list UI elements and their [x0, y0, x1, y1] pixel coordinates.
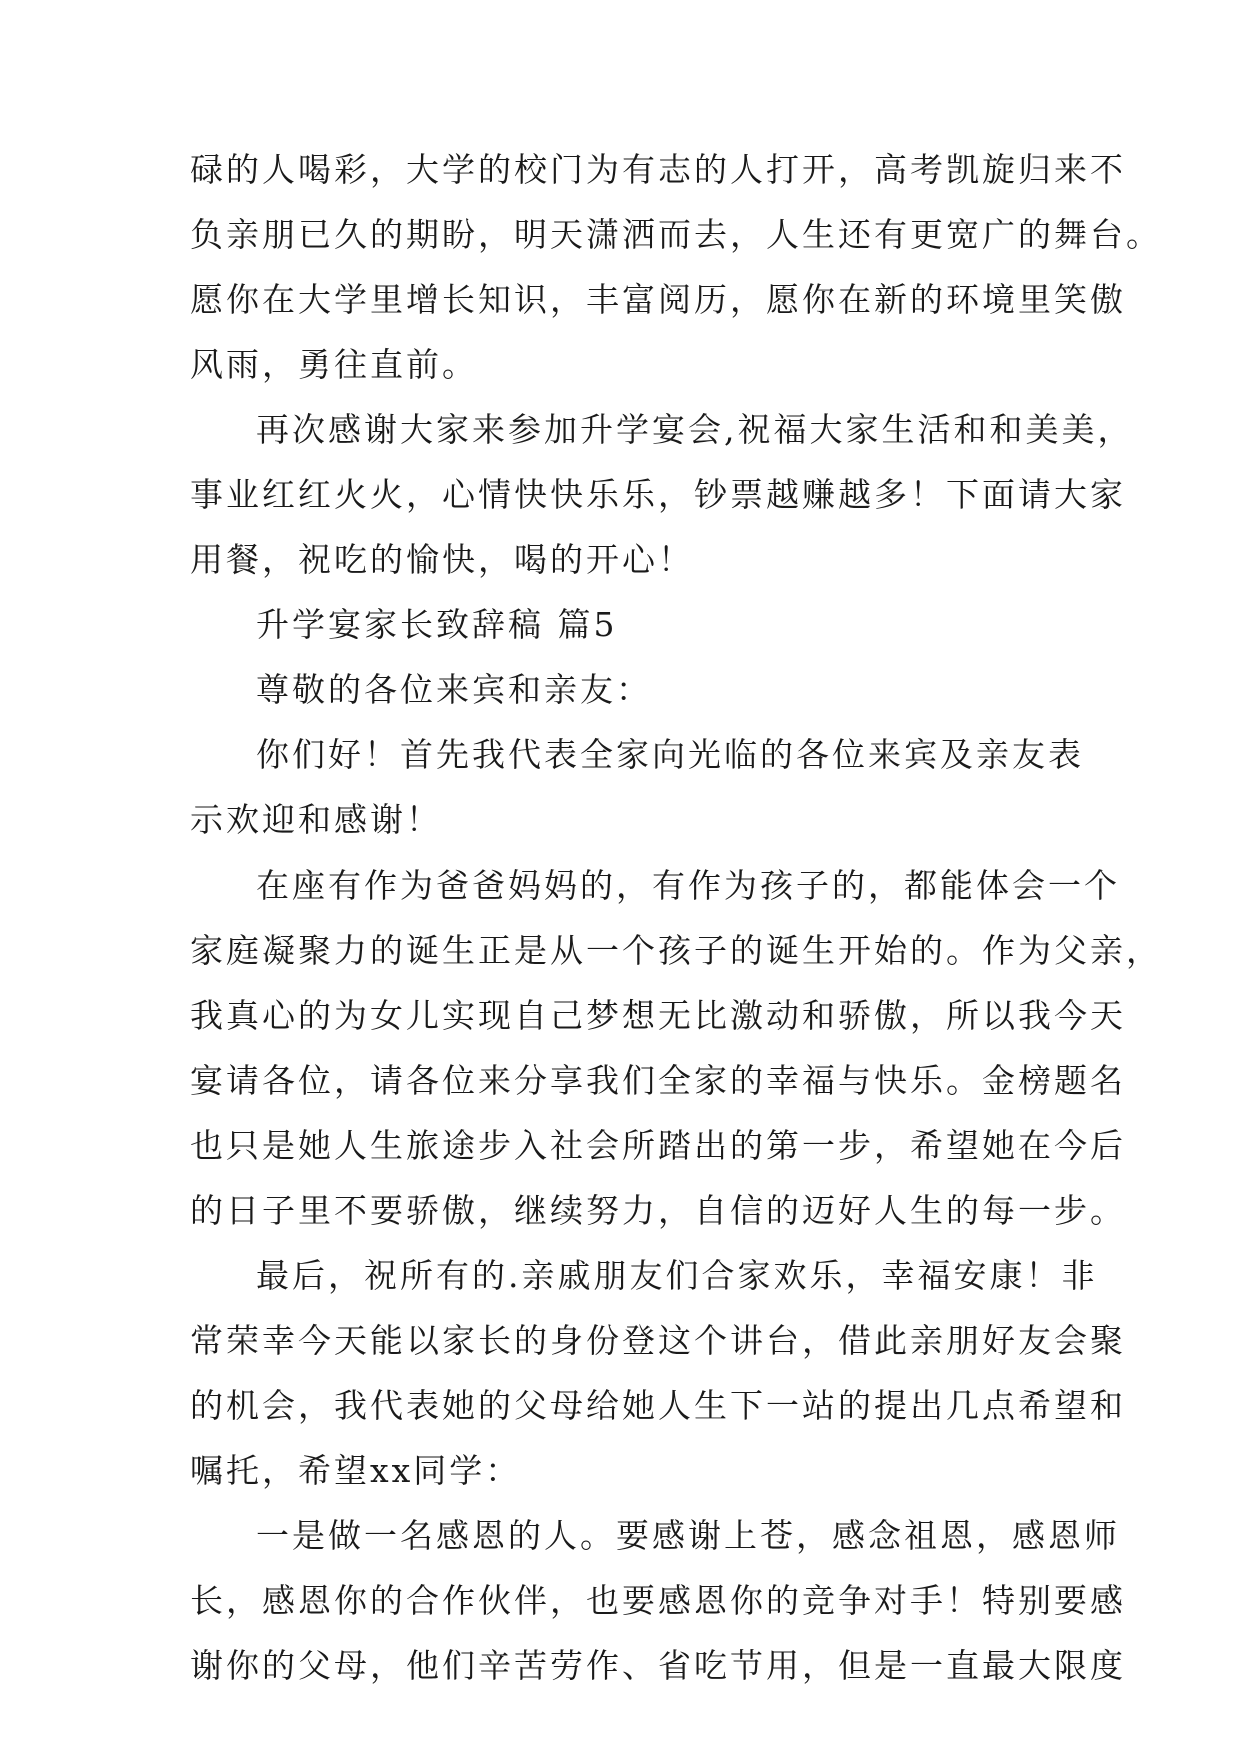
section-heading: 升学宴家长致辞稿 篇5 — [256, 605, 618, 644]
text-line: 再次感谢大家来参加升学宴会,祝福大家生活和和美美， — [256, 410, 1134, 449]
text-line: 一是做一名感恩的人。要感谢上苍，感念祖恩，感恩师 — [256, 1516, 1120, 1555]
text-line: 愿你在大学里增长知识，丰富阅历，愿你在新的环境里笑傲 — [190, 280, 1126, 319]
text-line: 长，感恩你的合作伙伴，也要感恩你的竞争对手！特别要感 — [190, 1581, 1126, 1620]
text-line: 用餐，祝吃的愉快，喝的开心！ — [190, 540, 694, 579]
text-line: 我真心的为女儿实现自己梦想无比激动和骄傲，所以我今天 — [190, 996, 1126, 1035]
text-line: 的机会，我代表她的父母给她人生下一站的提出几点希望和 — [190, 1386, 1126, 1425]
salutation: 尊敬的各位来宾和亲友： — [256, 670, 652, 709]
text-line: 你们好！首先我代表全家向光临的各位来宾及亲友表 — [256, 735, 1084, 774]
text-line: 事业红红火火，心情快快乐乐，钞票越赚越多！下面请大家 — [190, 475, 1126, 514]
text-line: 风雨，勇往直前。 — [190, 345, 478, 384]
text-line: 家庭凝聚力的诞生正是从一个孩子的诞生开始的。作为父亲， — [190, 931, 1162, 970]
text-line: 在座有作为爸爸妈妈的，有作为孩子的，都能体会一个 — [256, 866, 1120, 905]
text-line: 嘱托，希望xx同学： — [190, 1451, 522, 1490]
text-line: 谢你的父母，他们辛苦劳作、省吃节用，但是一直最大限度 — [190, 1646, 1126, 1685]
text-line: 的日子里不要骄傲，继续努力，自信的迈好人生的每一步。 — [190, 1191, 1126, 1230]
text-line: 碌的人喝彩，大学的校门为有志的人打开，高考凯旋归来不 — [190, 150, 1126, 189]
text-line: 负亲朋已久的期盼，明天潇洒而去，人生还有更宽广的舞台。 — [190, 215, 1162, 254]
text-line: 最后，祝所有的.亲戚朋友们合家欢乐，幸福安康！非 — [256, 1256, 1098, 1295]
text-line: 也只是她人生旅途步入社会所踏出的第一步，希望她在今后 — [190, 1126, 1126, 1165]
text-line: 宴请各位，请各位来分享我们全家的幸福与快乐。金榜题名 — [190, 1061, 1126, 1100]
text-line: 示欢迎和感谢！ — [190, 800, 442, 839]
text-line: 常荣幸今天能以家长的身份登这个讲台，借此亲朋好友会聚 — [190, 1321, 1126, 1360]
